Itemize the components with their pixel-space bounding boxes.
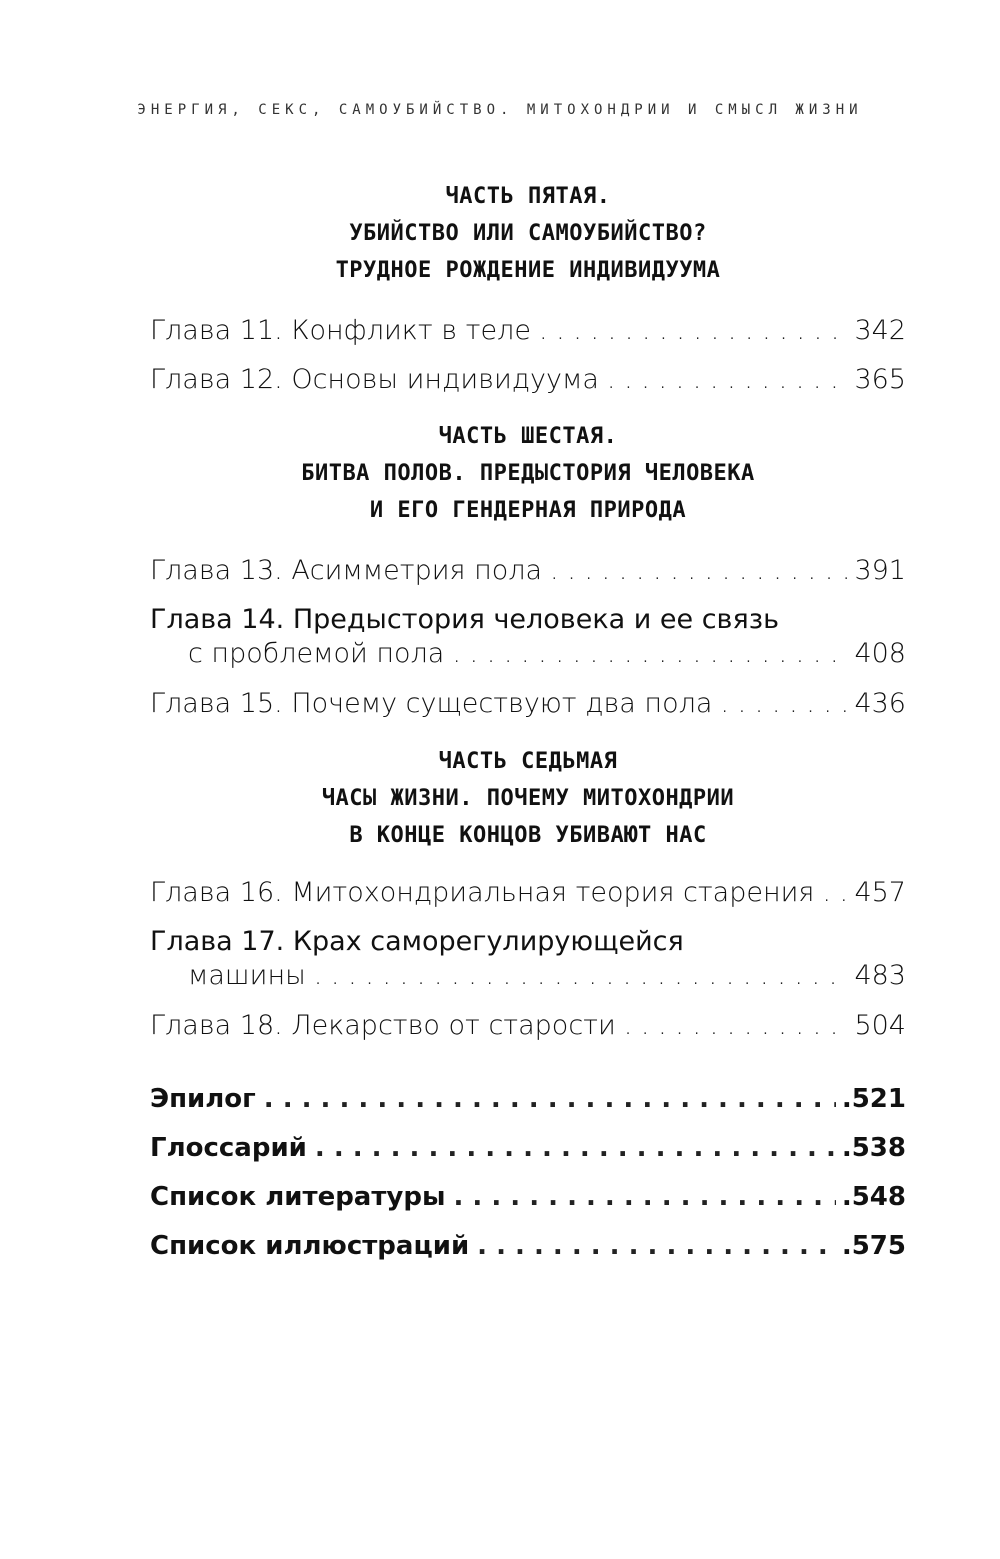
toc-entry-title: Список иллюстраций bbox=[150, 1231, 470, 1261]
toc-entry-title: Глоссарий bbox=[150, 1133, 307, 1163]
toc-entry-page: .521 bbox=[841, 1084, 906, 1114]
toc-entry-title: Глава 12. Основы индивидуума bbox=[150, 364, 599, 395]
toc-entry-chapter-17[interactable] bbox=[188, 960, 906, 1000]
toc-entry-chapter-12[interactable] bbox=[150, 364, 906, 404]
part-heading-line: ЧАСЫ ЖИЗНИ. ПОЧЕМУ МИТОХОНДРИИ bbox=[321, 786, 735, 811]
toc-entry-title: Глава 16. Митохондриальная теория старения bbox=[150, 877, 815, 908]
toc-entry-page: 436 bbox=[854, 688, 906, 719]
toc-entry-page: 457 bbox=[854, 877, 906, 908]
toc-entry-page: 504 bbox=[854, 1010, 906, 1041]
toc-entry-chapter-18[interactable] bbox=[150, 1010, 906, 1050]
dot-leader bbox=[306, 960, 849, 991]
toc-entry-page: 408 bbox=[854, 638, 906, 669]
toc-entry-title: Список литературы bbox=[150, 1182, 446, 1212]
toc-entry-title: Глава 13. Асимметрия пола bbox=[150, 555, 543, 586]
part-heading-line: ЧАСТЬ ПЯТАЯ. bbox=[445, 184, 611, 209]
running-head: ЭНЕРГИЯ, СЕКС, САМОУБИЙСТВО. МИТОХОНДРИИ И СМЫСЛ ЖИЗНИ bbox=[137, 102, 863, 118]
dot-leader bbox=[599, 364, 849, 395]
toc-entry-chapter-16[interactable] bbox=[150, 877, 906, 917]
dot-leader bbox=[469, 1231, 836, 1261]
dot-leader bbox=[256, 1084, 836, 1114]
toc-entry-page: 365 bbox=[854, 364, 906, 395]
toc-entry-title: с проблемой пола bbox=[188, 638, 445, 669]
part-heading-line: ЧАСТЬ СЕДЬМАЯ bbox=[438, 749, 618, 774]
toc-entry-title: Эпилог bbox=[150, 1084, 256, 1114]
dot-leader bbox=[712, 688, 848, 719]
toc-entry-page: .548 bbox=[841, 1182, 906, 1212]
dot-leader bbox=[814, 877, 848, 908]
dot-leader bbox=[307, 1133, 836, 1163]
toc-entry-title: Глава 11. Конфликт в теле bbox=[150, 315, 531, 346]
part-heading-line: ТРУДНОЕ РОЖДЕНИЕ ИНДИВИДУУМА bbox=[335, 258, 721, 283]
toc-entry-bibliography[interactable] bbox=[150, 1182, 906, 1222]
part-heading-line: УБИЙСТВО ИЛИ САМОУБИЙСТВО? bbox=[349, 221, 707, 246]
toc-entry-illustrations[interactable] bbox=[150, 1231, 906, 1271]
toc-entry-page: .575 bbox=[841, 1231, 906, 1261]
dot-leader bbox=[616, 1010, 849, 1041]
part-heading-line: В КОНЦЕ КОНЦОВ УБИВАЮТ НАС bbox=[349, 823, 707, 848]
toc-entry-glossary[interactable] bbox=[150, 1133, 906, 1173]
toc-entry-page: 483 bbox=[854, 960, 906, 991]
toc-entry-chapter-15[interactable] bbox=[150, 688, 906, 728]
dot-leader bbox=[444, 638, 848, 669]
toc-entry-epilogue[interactable] bbox=[150, 1084, 906, 1124]
part-heading-line: ЧАСТЬ ШЕСТАЯ. bbox=[438, 424, 618, 449]
toc-entry-page: 391 bbox=[854, 555, 906, 586]
part-heading-6 bbox=[150, 418, 906, 529]
part-heading-line: И ЕГО ГЕНДЕРНАЯ ПРИРОДА bbox=[369, 498, 687, 523]
toc-entry-title: Глава 18. Лекарство от старости bbox=[150, 1010, 616, 1041]
toc-entry-chapter-14-line-1[interactable]: Глава 14. Предыстория человека и ее связь bbox=[150, 604, 779, 635]
toc-entry-page: .538 bbox=[841, 1133, 906, 1163]
part-heading-5 bbox=[150, 178, 906, 289]
part-heading-line: БИТВА ПОЛОВ. ПРЕДЫСТОРИЯ ЧЕЛОВЕКА bbox=[301, 461, 755, 486]
dot-leader bbox=[542, 555, 848, 586]
dot-leader bbox=[446, 1182, 836, 1212]
toc-entry-chapter-13[interactable] bbox=[150, 555, 906, 595]
toc-entry-chapter-11[interactable] bbox=[150, 315, 906, 355]
toc-entry-title: Глава 15. Почему существуют два пола bbox=[150, 688, 713, 719]
part-heading-7 bbox=[150, 743, 906, 854]
toc-entry-title: машины bbox=[188, 960, 306, 991]
dot-leader bbox=[531, 315, 849, 346]
toc-entry-chapter-17-line-1[interactable]: Глава 17. Крах саморегулирующейся bbox=[150, 926, 684, 957]
toc-entry-page: 342 bbox=[854, 315, 906, 346]
toc-entry-chapter-14[interactable] bbox=[188, 638, 906, 678]
